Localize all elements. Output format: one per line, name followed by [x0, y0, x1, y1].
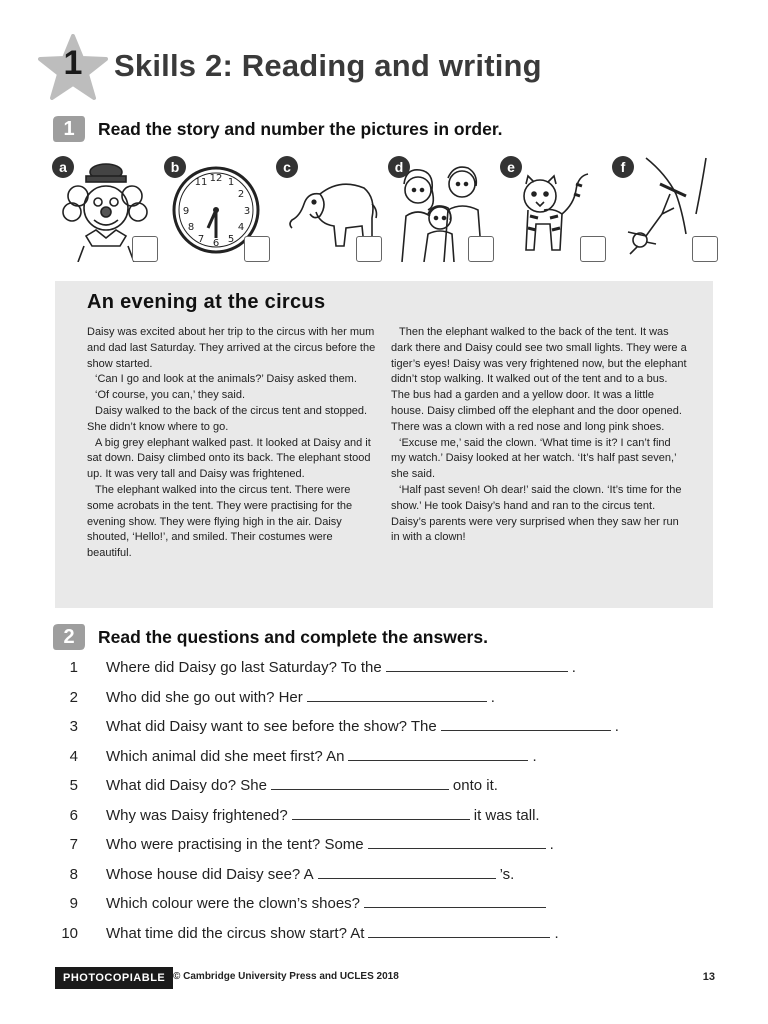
question-number: 7 [69, 836, 78, 853]
answer-box-c[interactable] [356, 236, 382, 262]
picture-c [276, 152, 384, 264]
svg-text:3: 3 [243, 206, 251, 217]
answer-box-b[interactable] [244, 236, 270, 262]
question-row [52, 924, 712, 950]
question-row [52, 776, 712, 802]
svg-text:6: 6 [212, 238, 220, 249]
story-paragraph: Daisy walked to the back of the circus tent and stopped. She didn’t know where to go. [87, 404, 368, 433]
picture-a [52, 152, 160, 264]
story-paragraph: Then the elephant walked to the back of the tent. It was dark there and Daisy could see two small lights. They were a tiger’s eyes! Daisy was very frightened now, but the elephant didn’t stop walking. It walked out of the tent and to a bus. The bus had a garden and a yellow door. It was a little house. Daisy climbed off the elephant and the door opened. There was a clown with a red nose and long pink shoes. [391, 326, 687, 433]
question-row [52, 658, 712, 684]
question-row [52, 717, 712, 743]
svg-text:1: 1 [227, 177, 235, 188]
question-text: Where did Daisy go last Saturday? To the [106, 659, 382, 676]
page-number: 13 [702, 971, 715, 983]
svg-text:8: 8 [187, 222, 195, 233]
picture-e [500, 152, 608, 264]
picture-b [164, 152, 272, 264]
picture-label: e [500, 156, 522, 178]
story-paragraph: ‘Of course, you can,’ they said. [95, 389, 245, 402]
question-number: 6 [69, 806, 78, 824]
pictures-row [52, 152, 716, 264]
svg-text:2: 2 [237, 189, 245, 200]
question-text: What did Daisy want to see before the show? The [106, 718, 437, 735]
answer-blank[interactable] [364, 894, 546, 908]
question-suffix: . [549, 836, 554, 853]
question-text: What time did the circus show start? At [106, 924, 365, 942]
question-text: Who were practising in the tent? Some [106, 836, 364, 853]
story-paragraph: ‘Half past seven! Oh dear!’ said the clown. ‘It’s time for the show.’ He took Daisy’s hand and ran to the circus tent. Daisy’s parents were very surprised when they saw her run in with a clown! [391, 483, 682, 544]
question-number: 8 [69, 865, 78, 883]
story-paragraph: Daisy was excited about her trip to the circus with her mum and dad last Saturday. They arrived at the circus before the show started. [87, 326, 376, 370]
question-number: 4 [69, 747, 78, 765]
picture-label: a [52, 156, 74, 178]
task-2-heading [52, 622, 488, 652]
task-1-instruction: Read the story and number the pictures in order. [98, 118, 503, 139]
question-text: Which animal did she meet first? An [106, 747, 345, 765]
question-suffix: . [490, 688, 495, 706]
question-row [52, 835, 712, 861]
picture-label: b [164, 156, 186, 178]
question-suffix: ’s. [499, 865, 515, 883]
question-suffix: . [554, 924, 559, 942]
story-paragraph: A big grey elephant walked past. It looked at Daisy and it sat down. Daisy climbed onto its back. The elephant stood up. It was very tall and Daisy was frightened. [87, 436, 371, 481]
answer-blank[interactable] [368, 924, 550, 938]
answer-blank[interactable] [441, 717, 611, 731]
question-number: 5 [69, 777, 78, 794]
page-footer [55, 967, 715, 989]
question-suffix: . [614, 718, 619, 735]
picture-f [612, 152, 720, 264]
question-suffix: . [571, 659, 576, 676]
question-suffix: onto it. [452, 777, 498, 794]
answer-blank[interactable] [348, 747, 528, 761]
answer-box-a[interactable] [132, 236, 158, 262]
question-text: Why was Daisy frightened? [106, 806, 288, 824]
question-row [52, 806, 712, 832]
question-row [52, 865, 712, 891]
picture-d [388, 152, 496, 264]
svg-text:4: 4 [237, 222, 245, 233]
page-header [38, 34, 738, 104]
question-row [52, 688, 712, 714]
story-paragraph: The elephant walked into the circus tent. There were some acrobats in the tent. They were practising for the evening show. They were flying high in the air. Daisy shouted, ‘Hello!’, and smiled. Their costumes were beautiful. [87, 483, 353, 560]
story-paragraph: ‘Can I go and look at the animals?’ Daisy asked them. [95, 373, 357, 386]
picture-label: f [612, 156, 634, 178]
page-title: Skills 2: Reading and writing [114, 48, 542, 83]
story-column-right [391, 325, 687, 546]
question-suffix: . [532, 747, 537, 765]
svg-text:5: 5 [227, 234, 235, 245]
picture-label: c [276, 156, 298, 178]
answer-blank[interactable] [368, 835, 546, 849]
answer-blank[interactable] [307, 688, 487, 702]
question-row [52, 747, 712, 773]
svg-text:9: 9 [182, 206, 190, 217]
story-paragraph: ‘Excuse me,’ said the clown. ‘What time is it? I can’t find my watch.’ Daisy looked at her watch. ‘It’s half past seven,’ she said. [391, 436, 677, 481]
story-title: An evening at the circus [87, 291, 326, 313]
answer-box-e[interactable] [580, 236, 606, 262]
task-2-number: 2 [52, 623, 86, 651]
answer-box-d[interactable] [468, 236, 494, 262]
question-number: 3 [69, 718, 78, 735]
answer-blank[interactable] [271, 776, 449, 790]
story-panel [55, 281, 713, 608]
question-row [52, 894, 712, 920]
svg-text:7: 7 [197, 234, 205, 245]
question-text: Which colour were the clown’s shoes? [106, 895, 361, 912]
copyright-text: © Cambridge University Press and UCLES 2018 [173, 971, 399, 982]
question-suffix: it was tall. [473, 806, 540, 824]
answer-blank[interactable] [292, 806, 470, 820]
question-text: Whose house did Daisy see? A [106, 865, 314, 883]
question-text: Who did she go out with? Her [106, 688, 303, 706]
story-column-left [87, 325, 377, 562]
question-number: 2 [69, 688, 78, 706]
answer-blank[interactable] [386, 658, 568, 672]
task-1-number: 1 [52, 115, 86, 143]
unit-number: 1 [63, 44, 83, 82]
answer-box-f[interactable] [692, 236, 718, 262]
question-number: 1 [69, 659, 78, 676]
answer-blank[interactable] [318, 865, 496, 879]
task-2-instruction: Read the questions and complete the answers. [98, 626, 488, 647]
question-text: What did Daisy do? She [106, 777, 267, 794]
task-1-heading [52, 114, 503, 144]
question-number: 10 [61, 924, 78, 942]
svg-text:12: 12 [209, 173, 223, 184]
picture-label: d [388, 156, 410, 178]
question-number: 9 [69, 895, 78, 912]
photocopiable-badge: PHOTOCOPIABLE [55, 967, 173, 989]
svg-text:11: 11 [194, 177, 208, 188]
